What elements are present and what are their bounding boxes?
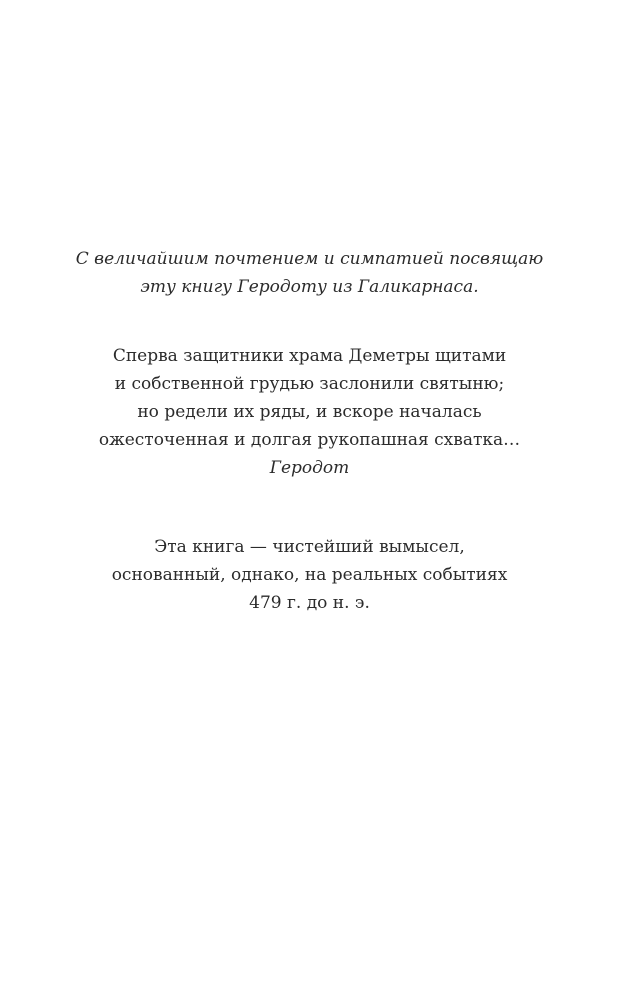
disclaimer-line: 479 г. до н. э.: [249, 593, 370, 613]
epigraph-line: но редели их ряды, и вскоре началась: [137, 402, 482, 422]
epigraph-line: и собственной грудью заслонили святыню;: [114, 374, 505, 394]
dedication: [0, 245, 619, 301]
disclaimer: [0, 533, 619, 617]
epigraph-line: ожесточенная и долгая рукопашная схватка…: [98, 430, 521, 450]
epigraph-author: Геродот: [269, 458, 350, 478]
dedication-line: С величайшим почтением и симпатией посвящаю: [75, 249, 544, 269]
dedication-line: эту книгу Геродоту из Галикарнаса.: [140, 277, 479, 297]
epigraph-line: Сперва защитники храма Деметры щитами: [112, 346, 507, 366]
epigraph: [0, 342, 619, 482]
disclaimer-line: основанный, однако, на реальных событиях: [111, 565, 508, 585]
disclaimer-line: Эта книга — чистейший вымысел,: [154, 537, 465, 557]
